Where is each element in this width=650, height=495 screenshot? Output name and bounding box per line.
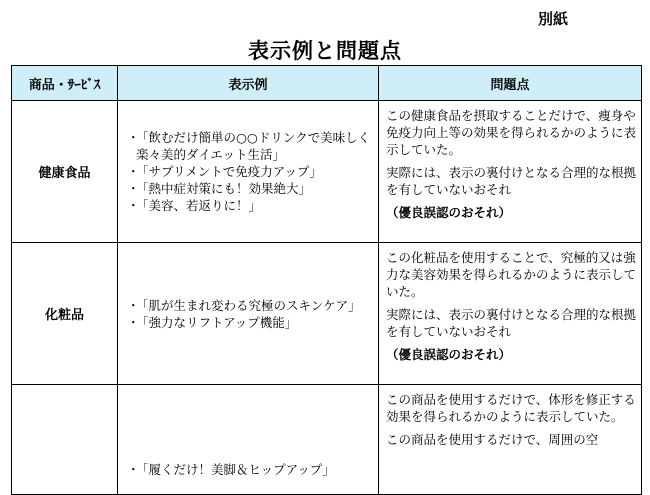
problem-text: 実際には、表示の裏付けとなる合理的な根拠を有していないおそれ	[386, 307, 637, 339]
column-header-product: 商品・ｻｰﾋﾞｽ	[12, 66, 118, 101]
category-cell: 健康食品	[12, 101, 118, 243]
table-row	[12, 101, 642, 243]
warning-text: （優良誤認のおそれ）	[386, 347, 512, 362]
example-item: ・ 「履くだけ！美脚＆ヒップアップ」	[127, 462, 335, 477]
example-cell	[118, 101, 379, 243]
example-item: ・ 「美容、若返りに！」	[127, 198, 262, 213]
category-cell: 化粧品	[12, 243, 118, 385]
problem-text: 実際には、表示の裏付けとなる合理的な根拠を有していないおそれ	[386, 165, 637, 197]
column-header-example: 表示例	[118, 66, 379, 101]
problem-text: この化粧品を使用することで、究極的又は強力な美容効果を得られるかのように表示していた。	[386, 250, 637, 299]
page-title: 表示例と問題点	[248, 39, 402, 63]
problem-text: この商品を使用するだけで、周囲の空	[386, 432, 599, 447]
category-cell	[12, 385, 118, 495]
example-item: ・ 「強力なリフトアップ機能」	[127, 314, 298, 330]
example-cell	[118, 243, 379, 385]
table-row	[12, 385, 642, 495]
warning-text: （優良誤認のおそれ）	[386, 205, 512, 220]
problem-cell	[379, 243, 642, 385]
examples-table	[11, 65, 642, 495]
problem-text: この健康食品を摂取することだけで、痩身や免疫力向上等の効果を得られるかのように表示していた。	[386, 108, 637, 157]
problem-cell	[379, 101, 642, 243]
column-header-problem: 問題点	[379, 66, 642, 101]
table-header-row	[12, 66, 642, 101]
problem-text: この商品を使用するだけで、体形を修正する効果を得られるかのように表示していた。	[386, 392, 636, 424]
example-item: ・ 「飲むだけ簡単の○○ドリンクで美味しく楽々美的ダイエット生活」	[127, 130, 371, 162]
example-cell	[118, 385, 379, 495]
example-item: ・ 「サプリメントで免疫力アップ」	[127, 164, 322, 179]
attachment-label: 別紙	[538, 10, 569, 28]
table-row	[12, 243, 642, 385]
example-item: ・ 「熱中症対策にも！効果絶大」	[127, 181, 312, 196]
problem-cell	[379, 385, 642, 495]
example-item: ・ 「肌が生まれ変わる究極のスキンケア」	[127, 297, 361, 313]
